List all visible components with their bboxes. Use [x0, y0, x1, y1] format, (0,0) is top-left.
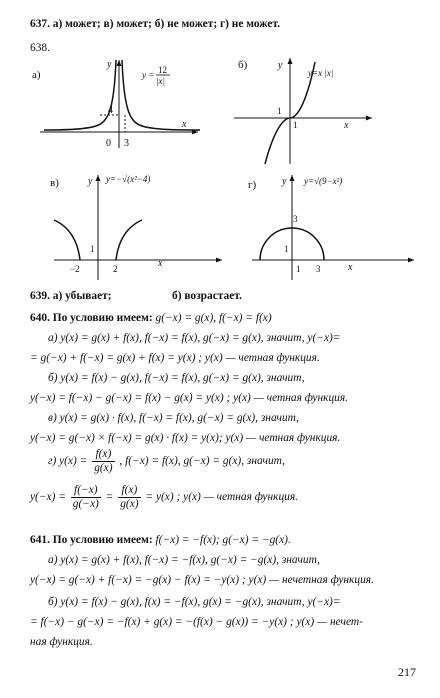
svg-text:y: y [278, 60, 283, 71]
graph-v [50, 172, 225, 282]
p640-v2: y(−x) = g(−x) × f(−x) = g(x) · f(x) = y(x); y(x) — четная функция. [30, 432, 341, 444]
p641-b2: = f(−x) − g(−x) = −f(x) + g(x) = −(f(x) − g(x)) = −y(x) ; y(x) — нечет- [30, 616, 363, 628]
p640-a2: = g(−x) + f(−x) = g(x) + f(x) = y(x) ; y(x) — четная функция. [30, 352, 320, 364]
graph-g-label: г) [248, 179, 257, 191]
problem-637: 637. а) может; в) может; б) не может; г) не может. [30, 18, 281, 30]
problem-641-head: 641. По условию имеем: f(−x) = −f(x); g(−x) = −g(x). [30, 534, 291, 546]
p640-b1: б) y(x) = f(x) − g(x), f(−x) = f(x), g(−x) = g(x), значит, [48, 372, 305, 384]
svg-text:x: x [158, 258, 163, 269]
svg-text:3: 3 [124, 138, 129, 149]
svg-text:3: 3 [293, 214, 298, 224]
p640-v1: в) y(x) = g(x) · f(x), f(−x) = f(x), g(−x) = g(x), значит, [48, 412, 299, 424]
svg-text:|x|: |x| [156, 76, 165, 86]
p641-b3: ная функция. [30, 636, 93, 648]
svg-text:1: 1 [277, 106, 282, 116]
svg-text:y: y [282, 176, 287, 187]
graph-a [30, 56, 230, 151]
p641-a1: а) y(x) = g(x) + f(x), f(−x) = −f(x), g(−x) = −g(x), значит, [48, 554, 320, 566]
p640-g2: y(−x) = $\frac{f(-x)}{g(-x)}$ = $\frac{f(x)}{g(x)}$ = y(x) ; y(x) — четная функция. [30, 484, 298, 511]
svg-text:y: y [88, 176, 93, 187]
p640-g1: г) y(x) = $\frac{f(x)}{g(x)}$ , f(−x) = f(x), g(−x) = g(x), значит, [48, 448, 286, 475]
graph-b [230, 56, 380, 166]
graph-v-curve-right [116, 220, 142, 260]
svg-text:1: 1 [90, 244, 95, 254]
p641-a2: y(−x) = g(−x) + f(−x) = −g(x) − f(x) = −y(x) ; y(x) — нечетная функция. [30, 574, 374, 586]
svg-text:y=√(9−x²): y=√(9−x²) [304, 176, 343, 186]
svg-text:4: 4 [108, 105, 113, 116]
svg-text:1: 1 [293, 120, 298, 130]
p641-b1: б) y(x) = f(x) − g(x), f(x) = −f(x), g(x) = −g(x), значит, y(−x)= [48, 596, 341, 608]
page-number: 217 [398, 665, 416, 679]
svg-text:2: 2 [113, 264, 118, 274]
problem-639b: б) возрастает. [172, 290, 242, 302]
svg-text:3: 3 [316, 264, 321, 274]
svg-text:1: 1 [284, 244, 289, 254]
svg-text:y=−√(x²−4): y=−√(x²−4) [106, 174, 151, 184]
svg-text:−2: −2 [70, 264, 80, 274]
problem-638-number: 638. [30, 42, 50, 54]
graph-g [248, 172, 418, 282]
problem-640-head: 640. По условию имеем: g(−x) = g(x), f(−x) = f(x) [30, 312, 272, 324]
svg-text:x: x [182, 119, 187, 130]
graph-v-curve-left [54, 220, 80, 260]
svg-text:x: x [344, 120, 349, 131]
svg-text:1: 1 [296, 264, 301, 274]
graph-v-label: в) [50, 177, 59, 189]
svg-text:12: 12 [158, 65, 167, 75]
svg-text:y=x |x|: y=x |x| [308, 68, 334, 78]
graph-a-label: а) [32, 69, 41, 81]
graph-b-label: б) [238, 59, 248, 71]
graph-a-curve-left [44, 60, 116, 130]
svg-text:0: 0 [106, 138, 111, 149]
p640-a1: а) y(x) = g(x) + f(x), f(−x) = f(x), g(−x) = g(x), значит, y(−x)= [48, 332, 341, 344]
svg-text:y =: y = [142, 70, 155, 80]
svg-text:x: x [348, 262, 353, 273]
problem-639a: 639. а) убывает; [30, 290, 112, 302]
p640-b2: y(−x) = f(−x) − g(−x) = f(x) − g(x) = y(x) ; y(x) — четная функция. [30, 392, 348, 404]
svg-text:y: y [107, 59, 112, 70]
